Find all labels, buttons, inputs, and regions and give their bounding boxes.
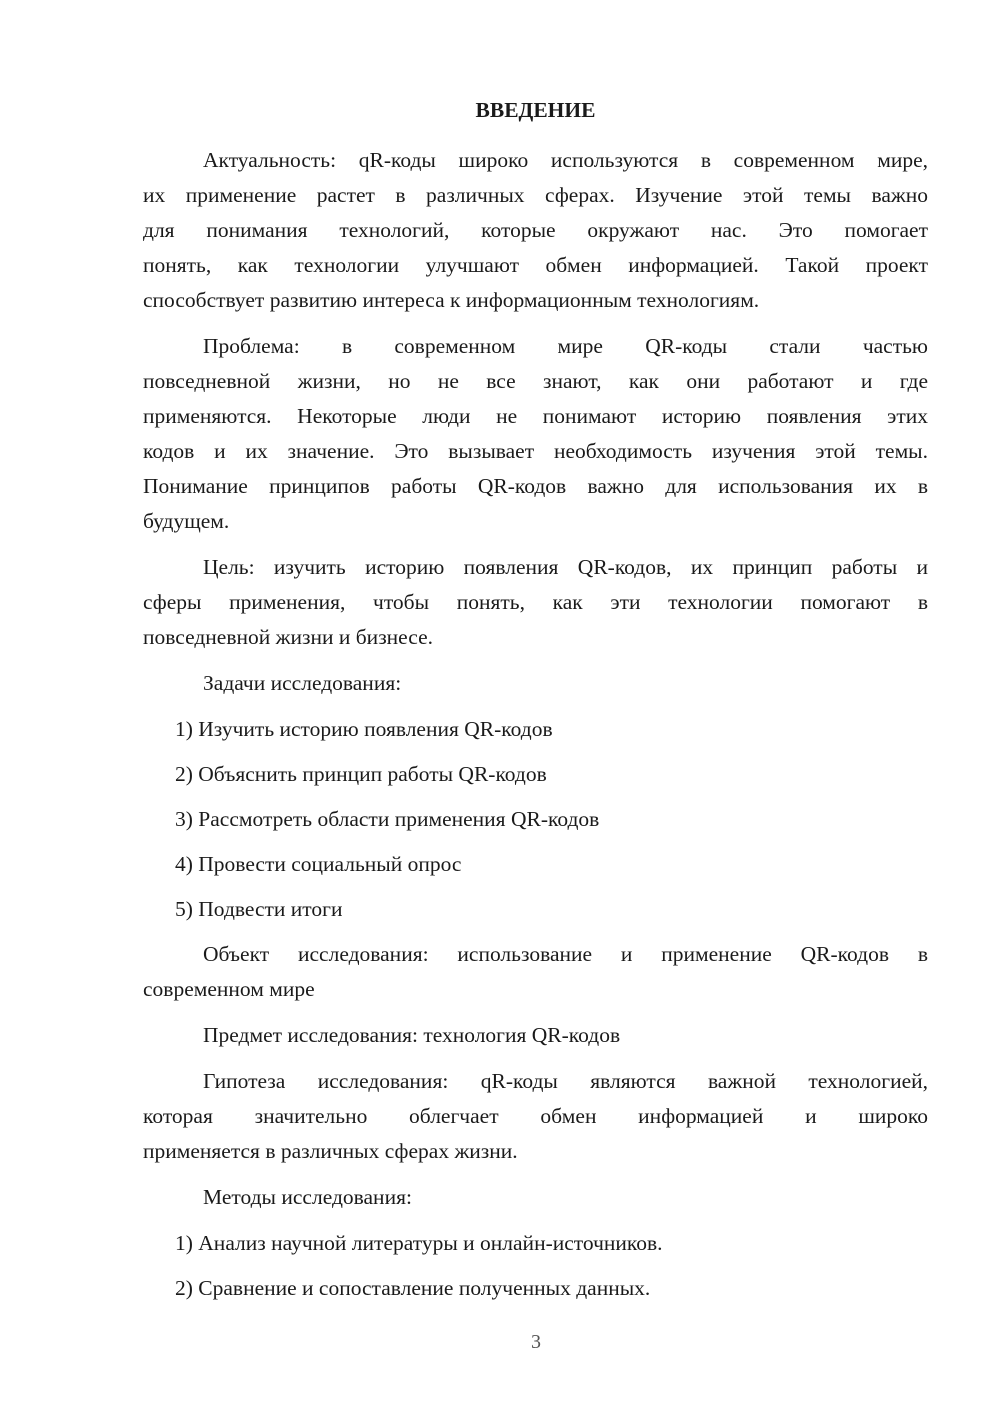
text-line: Проблема: в современном мире QR-коды стали частью <box>203 334 928 358</box>
list-item: 1) Изучить историю появления QR-кодов <box>175 717 553 741</box>
text-line: Гипотеза исследования: qR-коды являются важной технологией, <box>203 1069 928 1093</box>
text-line: Методы исследования: <box>203 1185 412 1209</box>
list-item: 4) Провести социальный опрос <box>175 852 462 876</box>
text-line: Задачи исследования: <box>203 671 402 695</box>
section-title: ВВЕДЕНИЕ <box>475 98 596 122</box>
text-line: Предмет исследования: технология QR-кодов <box>203 1023 621 1047</box>
list-item: 2) Сравнение и сопоставление полученных данных. <box>175 1276 651 1300</box>
text-line: будущем. <box>143 509 230 533</box>
list-item: 2) Объяснить принцип работы QR-кодов <box>175 762 547 786</box>
numbered-list <box>143 712 928 927</box>
text-line: Актуальность: qR-коды широко используются в современном мире, <box>203 148 928 172</box>
page-number: 3 <box>531 1331 541 1353</box>
document-body <box>143 143 928 1306</box>
numbered-list <box>143 1226 928 1306</box>
paragraph <box>143 1064 928 1169</box>
text-line: их применение растет в различных сферах. Изучение этой темы важно <box>143 183 928 207</box>
text-line: применяются. Некоторые люди не понимают историю появления этих <box>143 404 928 428</box>
text-line: понять, как технологии улучшают обмен информацией. Такой проект <box>143 253 928 277</box>
text-line: способствует развитию интереса к информационным технологиям. <box>143 288 760 312</box>
list-item: 5) Подвести итоги <box>175 897 343 921</box>
paragraph <box>143 937 928 1007</box>
document-page <box>143 93 928 1316</box>
paragraph <box>143 143 928 318</box>
text-line: повседневной жизни, но не все знают, как они работают и где <box>143 369 928 393</box>
text-line: кодов и их значение. Это вызывает необходимость изучения этой темы. <box>143 439 928 463</box>
text-line: повседневной жизни и бизнесе. <box>143 625 433 649</box>
text-line: современном мире <box>143 977 315 1001</box>
paragraph <box>143 666 928 701</box>
text-line: для понимания технологий, которые окружают нас. Это помогает <box>143 218 928 242</box>
text-line: применяется в различных сферах жизни. <box>143 1139 518 1163</box>
list-item: 3) Рассмотреть области применения QR-кодов <box>175 807 600 831</box>
paragraph <box>143 550 928 655</box>
text-line: Цель: изучить историю появления QR-кодов, их принцип работы и <box>203 555 928 579</box>
paragraph <box>143 1180 928 1215</box>
text-line: которая значительно облегчает обмен информацией и широко <box>143 1104 928 1128</box>
text-line: сферы применения, чтобы понять, как эти технологии помогают в <box>143 590 928 614</box>
paragraph <box>143 329 928 539</box>
text-line: Понимание принципов работы QR-кодов важно для использования их в <box>143 474 928 498</box>
paragraph <box>143 1018 928 1053</box>
list-item: 1) Анализ научной литературы и онлайн-источников. <box>175 1231 663 1255</box>
text-line: Объект исследования: использование и применение QR-кодов в <box>203 942 928 966</box>
